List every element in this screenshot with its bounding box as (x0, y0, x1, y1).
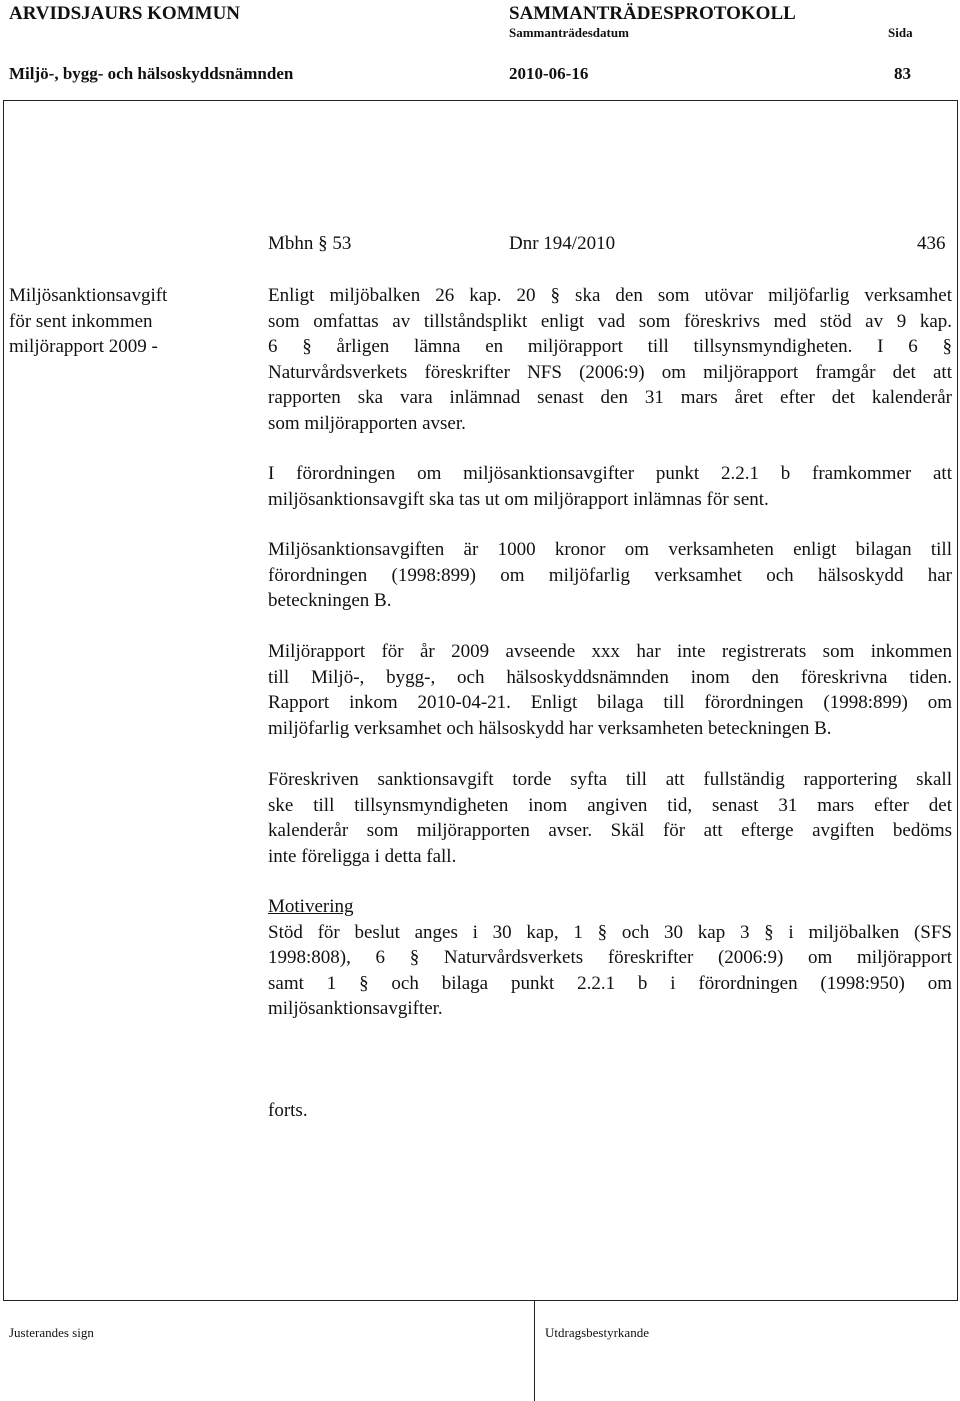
paragraph-number: Mbhn § 53 (268, 233, 352, 254)
paragraph-line: Naturvårdsverkets föreskrifter NFS (2006:9) om miljörapport framgår det att (268, 361, 952, 383)
paragraph-line: ske till tillsynsmyndigheten inom angiven tid, senast 31 mars efter det (268, 794, 952, 816)
motivation-line: samt 1 § och bilaga punkt 2.2.1 b i förordningen (1998:950) om (268, 972, 952, 994)
paragraph-line: miljöfarlig verksamhet och hälsoskydd har verksamheten beteckningen B. (268, 717, 832, 739)
motivation-line: miljösanktionsavgifter. (268, 998, 443, 1019)
paragraph-line: kalenderår som miljörapporten avser. Skäl för att efterge avgiften bedöms (268, 820, 952, 841)
paragraph-line: Rapport inkom 2010-04-21. Enligt bilaga till förordningen (1998:899) om (268, 692, 952, 713)
paragraph-line: till Miljö-, bygg-, och hälsoskyddsnämnden inom den föreskrivna tiden. (268, 666, 952, 688)
paragraph-line: 6 § årligen lämna en miljörapport till tillsynsmyndigheten. I 6 § (268, 336, 952, 357)
paragraph-line: miljösanktionsavgift ska tas ut om miljörapport inlämnas för sent. (268, 488, 769, 510)
motivation-heading: Motivering (268, 896, 354, 917)
paragraph-line: beteckningen B. (268, 590, 392, 611)
body-paragraph (268, 283, 952, 436)
paragraph-line: som miljörapporten avser. (268, 412, 466, 434)
page-label: Sida (888, 25, 913, 40)
municipality-name: ARVIDSJAURS KOMMUN (9, 3, 241, 24)
continued-note: forts. (268, 1100, 308, 1121)
motivation-line: 1998:808), 6 § Naturvårdsverkets föreskrifter (2006:9) om miljörapport (268, 947, 952, 968)
paragraph-line: inte föreligga i detta fall. (268, 845, 457, 867)
paragraph-line: förordningen (1998:899) om miljöfarlig verksamhet och hälsoskydd har (268, 564, 952, 586)
extract-cert-label: Utdragsbestyrkande (545, 1325, 649, 1340)
board-name: Miljö-, bygg- och hälsoskyddsnämnden (9, 64, 294, 83)
adjuster-sign-label: Justerandes sign (9, 1325, 94, 1340)
side-heading-line: Miljösanktionsavgift (9, 285, 168, 306)
motivation-line: Stöd för beslut anges i 30 kap, 1 § och 30 kap 3 § i miljöbalken (SFS (268, 921, 952, 943)
body-paragraph (268, 767, 952, 869)
side-heading (9, 283, 249, 360)
dnr-number: Dnr 194/2010 (509, 233, 616, 254)
frame-left-rule (3, 100, 4, 1300)
case-number: 436 (917, 233, 946, 254)
paragraph-line: Miljörapport för år 2009 avseende xxx har inte registrerats som inkommen (268, 641, 952, 662)
paragraph-line: I förordningen om miljösanktionsavgifter punkt 2.2.1 b framkommer att (268, 463, 952, 484)
side-heading-line: för sent inkommen (9, 310, 153, 332)
paragraph-line: rapporten ska vara inlämnad senast den 31 mars året efter det kalenderår (268, 387, 952, 408)
paragraph-line: Enligt miljöbalken 26 kap. 20 § ska den som utövar miljöfarlig verksamhet (268, 285, 952, 306)
meeting-date: 2010-06-16 (509, 64, 589, 83)
body-paragraph (268, 537, 952, 614)
frame-top-rule (3, 100, 958, 101)
side-heading-line: miljörapport 2009 - (9, 336, 158, 357)
document-type: SAMMANTRÄDESPROTOKOLL (509, 3, 796, 24)
page-number: 83 (894, 64, 911, 83)
date-label: Sammanträdesdatum (509, 25, 629, 40)
frame-right-rule (957, 100, 958, 1300)
paragraph-line: som omfattas av tillståndsplikt enligt vad som föreskrivs med stöd av 9 kap. (268, 310, 952, 332)
motivation-section (268, 894, 952, 1022)
paragraph-line: Föreskriven sanktionsavgift torde syfta till att fullständig rapportering skall (268, 769, 952, 790)
body-paragraph (268, 461, 952, 512)
footer-column-rule (534, 1300, 535, 1401)
paragraph-line: Miljösanktionsavgiften är 1000 kronor om verksamheten enligt bilagan till (268, 539, 952, 560)
footer-divider-rule (3, 1300, 958, 1301)
body-paragraph (268, 639, 952, 741)
